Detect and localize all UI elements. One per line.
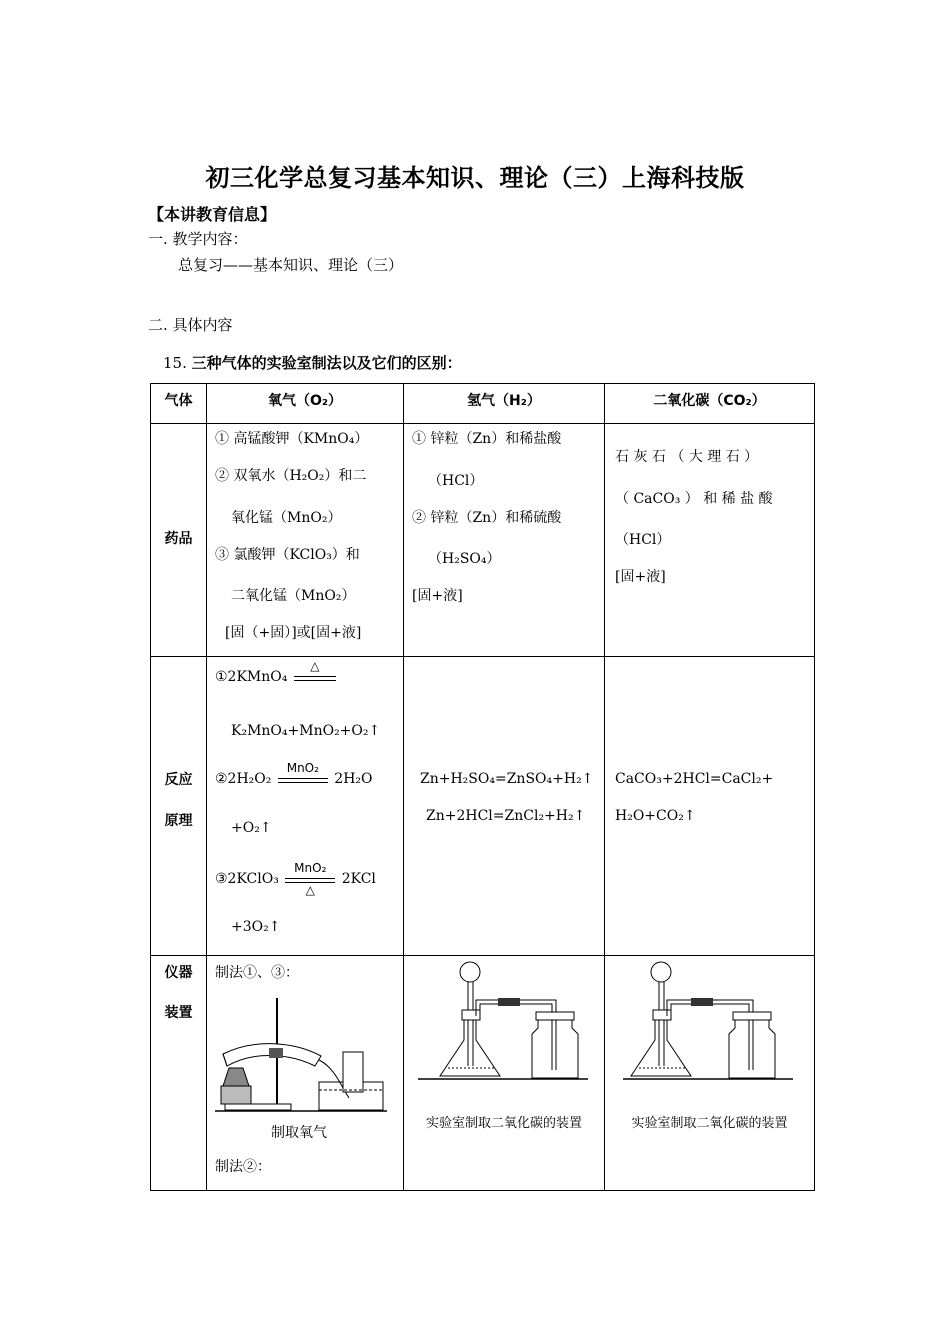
hydrogen-drug-1: ① 锌粒（Zn）和稀盐酸 [412,431,562,447]
oxygen-drug-2: ② 双氧水（H₂O₂）和二 [215,468,367,484]
hydrogen-apparatus-diagram [418,958,588,1084]
oxygen-drug-1: ① 高锰酸钾（KMnO₄） [215,431,369,447]
hydrogen-eq2: Zn+2HCl=ZnCl₂+H₂↑ [426,808,586,824]
item15-number: 15. [163,354,187,372]
row-label-apparatus-1: 仪器 [164,965,193,981]
oxygen-drug-2b: 氧化锰（MnO₂） [231,510,342,526]
eq2-reactant: ②2H₂O₂ [215,771,272,787]
eq2-product: 2H₂O [334,771,373,787]
co2-drug-1: 石 灰 石 （ 大 理 石 ） [615,449,759,465]
info-header: 【本讲教育信息】 [148,205,277,224]
oxygen-eq3-line [215,861,376,897]
catalyst-heat-equals-sign [285,861,335,897]
gas-comparison-table [150,383,815,1191]
oxygen-method-13: 制法①、③： [215,965,299,981]
section2-heading: 二. 具体内容 [148,316,233,334]
eq3-gas: +3O₂↑ [231,919,281,935]
hydrogen-drug-2b: （H₂SO₄） [428,551,501,567]
catalyst-equals-sign [278,761,328,789]
heat-triangle-icon: △ [305,883,315,897]
row-label-apparatus-2: 装置 [164,1005,193,1021]
page-title: 初三化学总复习基本知识、理论（三）上海科技版 [205,164,745,192]
item15-heading [163,352,462,373]
table-row-principle [151,657,815,956]
oxygen-heating-apparatus-diagram [215,990,387,1114]
row-label-principle-1: 反应 [164,772,193,788]
co2-apparatus-caption: 实验室制取二氧化碳的装置 [631,1116,788,1131]
heat-equals-sign [294,659,336,687]
header-gas: 气体 [164,393,193,409]
eq1-reactant: ①2KMnO₄ [215,669,288,685]
oxygen-method-2: 制法②： [215,1159,271,1175]
eq2-catalyst: MnO₂ [286,761,319,775]
heat-triangle-icon: △ [310,659,320,673]
eq3-product: 2KCl [341,871,376,887]
co2-apparatus-diagram [623,958,793,1084]
hydrogen-drug-2: ② 锌粒（Zn）和稀硫酸 [412,510,562,526]
eq1-products: K₂MnO₄+MnO₂+O₂↑ [231,723,381,739]
oxygen-apparatus-caption: 制取氧气 [271,1125,327,1141]
row-label-principle-2: 原理 [164,813,193,829]
oxygen-eq1-line [215,659,338,687]
header-oxygen: 氧气（O₂） [267,393,343,409]
hydrogen-apparatus-caption: 实验室制取二氧化碳的装置 [425,1116,582,1131]
header-co2: 二氧化碳（CO₂） [653,393,766,409]
item15-title: 三种气体的实验室制法以及它们的区别： [191,354,462,372]
oxygen-drug-3: ③ 氯酸钾（KClO₃）和 [215,547,360,563]
header-hydrogen: 氢气（H₂） [467,393,541,409]
section1-content: 总复习——基本知识、理论（三） [178,256,404,274]
co2-drug-1b: （ CaCO₃ ） 和 稀 盐 酸 [615,491,773,507]
hydrogen-drug-1b: （HCl） [428,473,484,489]
table-row-apparatus [151,956,815,1191]
eq3-catalyst: MnO₂ [294,861,327,875]
oxygen-drug-3b: 二氧化锰（MnO₂） [231,588,356,604]
section1-heading: 一. 教学内容： [148,230,248,248]
co2-drug-state: [固+液] [615,569,666,585]
eq3-reactant: ③2KClO₃ [215,871,279,887]
oxygen-eq2-line [215,761,373,789]
table-header-row [151,384,815,424]
co2-eq-line2: H₂O+CO₂↑ [615,808,696,824]
row-label-drugs: 药品 [164,531,193,547]
co2-drug-1c: （HCl） [615,532,671,548]
oxygen-drug-state: [固（+固）]或[固+液] [225,625,362,641]
co2-eq-line1: CaCO₃+2HCl=CaCl₂+ [615,771,774,787]
hydrogen-eq1: Zn+H₂SO₄=ZnSO₄+H₂↑ [420,771,594,787]
eq2-gas: +O₂↑ [231,820,272,836]
table-row-drugs [151,424,815,657]
hydrogen-drug-state: [固+液] [412,588,463,604]
